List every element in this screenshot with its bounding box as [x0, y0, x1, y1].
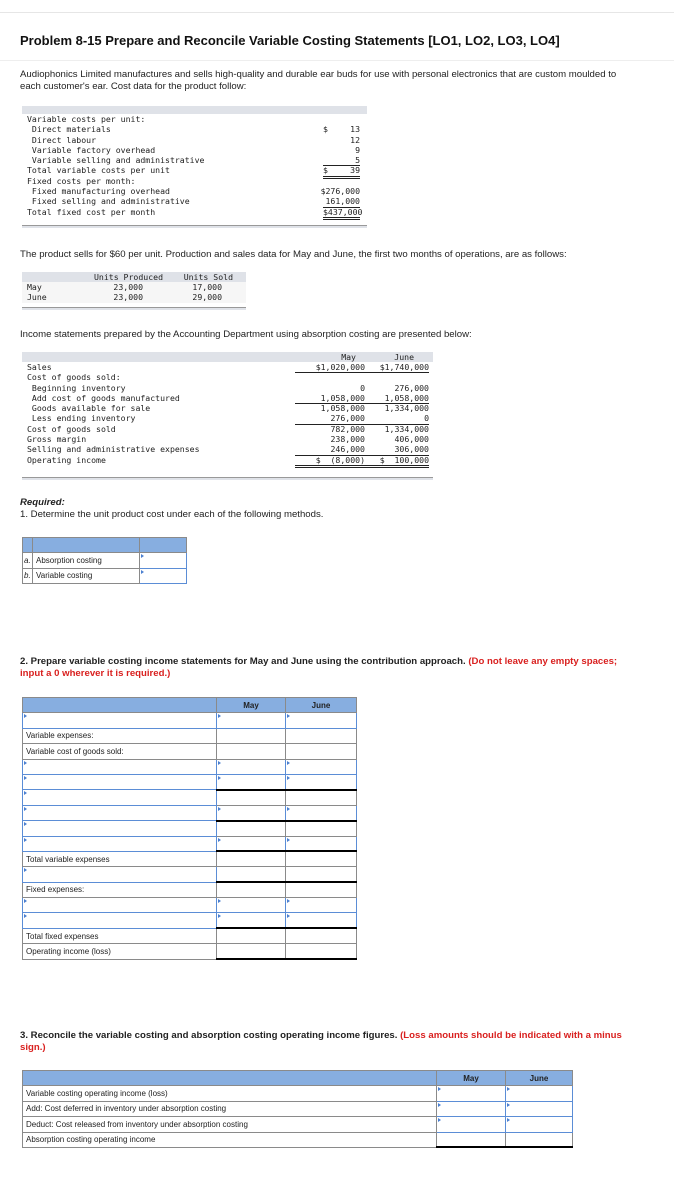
- june-input[interactable]: [286, 805, 357, 820]
- reconcile-row: [23, 1117, 573, 1132]
- required-label: Required:: [20, 497, 65, 508]
- june-input[interactable]: [286, 774, 357, 789]
- income-row: [27, 424, 433, 434]
- june-cell: [286, 944, 357, 959]
- june-cell: [286, 790, 357, 805]
- question-3-note: (Loss amounts should be indicated with a minus sign.): [20, 1030, 622, 1053]
- line-item-label: Operating income (loss): [23, 944, 217, 959]
- may-cell: [217, 821, 286, 836]
- currency-sign: $: [323, 124, 328, 135]
- june-value: $1,740,000: [365, 362, 429, 373]
- cost-row: [27, 135, 367, 145]
- income-label: Add cost of goods manufactured: [27, 392, 180, 403]
- may-value: 1,058,000: [320, 403, 365, 414]
- may-cell: [217, 851, 286, 866]
- may-value: 1,058,000: [295, 393, 365, 404]
- may-input[interactable]: [217, 774, 286, 789]
- line-item-input[interactable]: [23, 913, 217, 928]
- cost-label: Fixed costs per month:: [27, 175, 136, 186]
- question-1: 1. Determine the unit product cost under each of the following methods.: [20, 509, 324, 520]
- cost-label: Variable costs per unit:: [27, 114, 146, 124]
- june-cell: [286, 882, 357, 897]
- cost-value: 161,000: [323, 196, 360, 207]
- income-label: Selling and administrative expenses: [27, 444, 200, 455]
- intro-text: Audiophonics Limited manufactures and sells high-quality and durable ear buds for use with personal electronics that are custom moulded to each customer's ear. Cost data for the product follow:: [20, 69, 617, 92]
- statement-row: [23, 774, 357, 789]
- june-value: 1,334,000: [384, 403, 429, 414]
- part1-row-variable: b. Variable costing: [23, 568, 187, 583]
- may-value: $1,020,000: [295, 362, 365, 373]
- line-item-input[interactable]: [23, 759, 217, 774]
- june-cell: [506, 1132, 573, 1147]
- may-input[interactable]: [217, 836, 286, 851]
- may-value: 246,000: [295, 444, 365, 455]
- line-item-label: Fixed expenses:: [23, 882, 217, 897]
- units-produced: 23,000: [113, 292, 143, 303]
- income-row: [27, 393, 433, 403]
- income-label: Operating income: [27, 454, 106, 465]
- cost-label: Variable selling and administrative: [27, 155, 205, 166]
- part2-table: [22, 697, 357, 960]
- top-border: [0, 12, 674, 13]
- may-value: 276,000: [295, 413, 365, 424]
- cost-row: [27, 207, 367, 217]
- question-3: 3. Reconcile the variable costing and absorption costing operating income figures. (Loss amounts should be indicated with a minus sign.): [20, 1030, 622, 1053]
- may-cell: [217, 944, 286, 959]
- cost-label: Direct materials: [27, 124, 111, 135]
- cost-row: [27, 165, 367, 175]
- reconcile-label: Variable costing operating income (loss): [23, 1086, 437, 1101]
- variable-unit-cost-input[interactable]: [140, 568, 187, 583]
- question-2-note: (Do not leave any empty spaces; input a 0 wherever it is required.): [20, 656, 618, 679]
- may-cell: [217, 790, 286, 805]
- june-value: 276,000: [394, 382, 429, 393]
- income-row: [27, 413, 433, 423]
- statement-row: [23, 790, 357, 805]
- line-item-label: Total fixed expenses: [23, 928, 217, 943]
- may-header: May: [341, 352, 356, 362]
- may-cell: [217, 728, 286, 743]
- question-2: 2. Prepare variable costing income statements for May and June using the contribution approach. (Do not leave any empty spaces; input a 0 wherever it is required.): [20, 656, 618, 679]
- june-value: 406,000: [394, 434, 429, 445]
- cost-label: Fixed selling and administrative: [27, 196, 190, 207]
- may-input[interactable]: [217, 805, 286, 820]
- june-input[interactable]: [286, 898, 357, 913]
- statement-row: [23, 713, 357, 728]
- income-sentence: Income statements prepared by the Accounting Department using absorption costing are presented below:: [20, 329, 472, 340]
- units-sold: 17,000: [192, 282, 222, 292]
- june-value: 1,058,000: [365, 393, 429, 404]
- cost-value: 5: [323, 155, 360, 166]
- currency-sign: $: [323, 165, 328, 176]
- statement-row: [23, 944, 357, 959]
- statement-row: [23, 805, 357, 820]
- may-cell: [437, 1132, 506, 1147]
- cost-row: [27, 196, 367, 206]
- part1-row-absorption: a. Absorption costing: [23, 553, 187, 568]
- cost-label: Total fixed cost per month: [27, 206, 156, 217]
- cost-label: Variable factory overhead: [27, 144, 156, 155]
- statement-row: [23, 898, 357, 913]
- cost-row: [27, 176, 367, 186]
- part3-table: [22, 1070, 573, 1148]
- income-row: [27, 383, 433, 393]
- june-header: June: [506, 1071, 573, 1086]
- income-row: [27, 362, 433, 372]
- cost-row: [27, 145, 367, 155]
- june-input[interactable]: [286, 913, 357, 928]
- may-value: 782,000: [330, 423, 365, 434]
- june-value: 306,000: [365, 444, 429, 455]
- may-cell: [217, 867, 286, 882]
- june-cell: [286, 728, 357, 743]
- reconcile-row: [23, 1132, 573, 1147]
- income-row: [27, 434, 433, 444]
- june-header: June: [394, 352, 414, 362]
- income-label: Goods available for sale: [27, 403, 151, 414]
- income-label: Gross margin: [27, 434, 87, 445]
- may-input[interactable]: [217, 759, 286, 774]
- line-item-input[interactable]: [23, 713, 217, 728]
- june-header: June: [286, 698, 357, 713]
- units-row: [22, 292, 246, 302]
- june-input[interactable]: [506, 1117, 573, 1132]
- may-input[interactable]: [437, 1086, 506, 1101]
- june-input[interactable]: [506, 1101, 573, 1116]
- income-label: Less ending inventory: [27, 413, 136, 424]
- line-item-input[interactable]: [23, 898, 217, 913]
- line-item-input[interactable]: [23, 790, 217, 805]
- june-cell: [286, 867, 357, 882]
- cost-value: $437,000: [323, 207, 360, 220]
- income-row: [27, 403, 433, 413]
- may-input[interactable]: [217, 913, 286, 928]
- reconcile-row: [23, 1086, 573, 1101]
- cost-value: 9: [355, 144, 360, 155]
- may-input[interactable]: [217, 898, 286, 913]
- june-value: $ 100,000: [365, 455, 429, 468]
- line-item-input[interactable]: [23, 867, 217, 882]
- statement-row: [23, 821, 357, 836]
- june-cell: [286, 821, 357, 836]
- line-item-input[interactable]: [23, 821, 217, 836]
- page-title: Problem 8-15 Prepare and Reconcile Variable Costing Statements [LO1, LO2, LO3, LO4]: [20, 33, 560, 48]
- june-value: 0: [365, 413, 429, 424]
- units-sold-header: Units Sold: [183, 272, 233, 282]
- units-row: [22, 282, 246, 292]
- line-item-label: Variable expenses:: [23, 728, 217, 743]
- june-input[interactable]: [286, 713, 357, 728]
- cost-label: Fixed manufacturing overhead: [27, 186, 170, 197]
- line-item-label: Variable cost of goods sold:: [23, 744, 217, 759]
- units-produced: 23,000: [113, 282, 143, 292]
- june-cell: [286, 928, 357, 943]
- may-value: 238,000: [330, 434, 365, 445]
- june-value: 1,334,000: [384, 423, 429, 434]
- income-row: [27, 372, 433, 382]
- income-label: Beginning inventory: [27, 382, 126, 393]
- statement-row: [23, 728, 357, 743]
- may-input[interactable]: [437, 1101, 506, 1116]
- cost-label: Direct labour: [27, 134, 97, 145]
- june-input[interactable]: [506, 1086, 573, 1101]
- cost-row: [27, 114, 367, 124]
- reconcile-label: Add: Cost deferred in inventory under absorption costing: [23, 1101, 437, 1116]
- month-label: June: [27, 292, 47, 303]
- statement-row: [23, 928, 357, 943]
- may-cell: [217, 882, 286, 897]
- may-cell: [217, 928, 286, 943]
- cost-value: 13: [350, 124, 360, 135]
- income-label: Cost of goods sold: [27, 423, 116, 434]
- cost-value: 39: [323, 165, 360, 178]
- reconcile-label: Deduct: Cost released from inventory under absorption costing: [23, 1117, 437, 1132]
- june-cell: [286, 851, 357, 866]
- income-row: [27, 444, 433, 454]
- june-input[interactable]: [286, 759, 357, 774]
- june-input[interactable]: [286, 836, 357, 851]
- reconcile-row: [23, 1101, 573, 1116]
- statement-row: [23, 867, 357, 882]
- statement-row: [23, 851, 357, 866]
- part1-table: [22, 537, 187, 584]
- statement-row: [23, 744, 357, 759]
- units-table: [22, 272, 246, 310]
- may-value: 0: [360, 382, 365, 393]
- cost-row: [27, 186, 367, 196]
- june-cell: [286, 744, 357, 759]
- divider: [0, 60, 674, 61]
- may-header: May: [217, 698, 286, 713]
- cost-label: Total variable costs per unit: [27, 165, 170, 176]
- income-label: Cost of goods sold:: [27, 372, 121, 383]
- income-row: [27, 455, 433, 465]
- units-produced-header: Units Produced: [93, 272, 163, 282]
- statement-row: [23, 759, 357, 774]
- units-sold: 29,000: [192, 292, 222, 303]
- line-item-input[interactable]: [23, 805, 217, 820]
- line-item-input[interactable]: [23, 836, 217, 851]
- month-label: May: [27, 282, 42, 292]
- statement-row: [23, 882, 357, 897]
- may-header: May: [437, 1071, 506, 1086]
- cost-value: $276,000: [320, 186, 360, 197]
- may-input[interactable]: [437, 1117, 506, 1132]
- sales-sentence: The product sells for $60 per unit. Production and sales data for May and June, the first two months of operations, are as follows:: [20, 249, 567, 260]
- may-input[interactable]: [217, 713, 286, 728]
- reconcile-label: Absorption costing operating income: [23, 1132, 437, 1147]
- cost-row: [27, 155, 367, 165]
- statement-row: [23, 913, 357, 928]
- income-label: Sales: [27, 362, 52, 372]
- may-value: $ (8,000): [295, 455, 365, 468]
- cost-data-table: [22, 106, 367, 228]
- absorption-unit-cost-input[interactable]: [140, 553, 187, 568]
- statement-row: [23, 836, 357, 851]
- may-cell: [217, 744, 286, 759]
- absorption-income-table: [22, 352, 433, 480]
- line-item-input[interactable]: [23, 774, 217, 789]
- cost-row: [27, 124, 367, 134]
- line-item-label: Total variable expenses: [23, 851, 217, 866]
- cost-value: 12: [350, 134, 360, 145]
